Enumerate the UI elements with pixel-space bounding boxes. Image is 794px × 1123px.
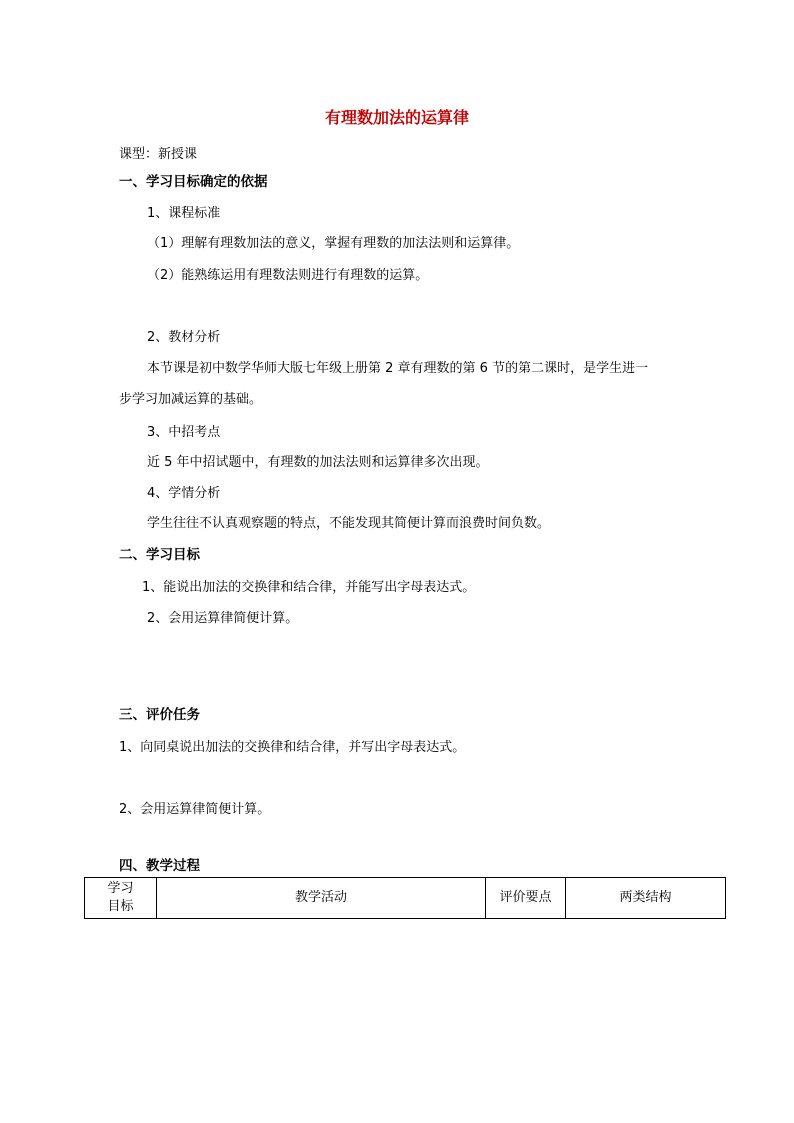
section-1-para-2-line-1: 本节课是初中数学华师大版七年级上册第 2 章有理数的第 6 节的第二课时，是学生进一 [147, 361, 649, 376]
header-evaluation-points: 评价要点 [486, 878, 566, 919]
section-2-heading: 二、学习目标 [119, 547, 200, 563]
section-1-sub-3: 3、中招考点 [147, 425, 221, 440]
section-1-sub-2: 2、教材分析 [147, 330, 221, 345]
section-1-para-3: 近 5 年中招试题中，有理数的加法法则和运算律多次出现。 [147, 455, 489, 470]
section-1-heading: 一、学习目标确定的依据 [119, 174, 268, 190]
section-1-item-2: （2）能熟练运用有理数法则进行有理数的运算。 [147, 268, 429, 283]
section-1-item-1: （1）理解有理数加法的意义，掌握有理数的加法法则和运算律。 [147, 236, 520, 251]
section-1-para-4: 学生往往不认真观察题的特点，不能发现其简便计算而浪费时间负数。 [147, 516, 551, 531]
section-1-para-2-line-2: 步学习加减运算的基础。 [119, 392, 263, 407]
section-2-item-1: 1、能说出加法的交换律和结合律，并能写出字母表达式。 [142, 580, 476, 595]
table-header-row [85, 878, 726, 919]
header-learning-goal [85, 878, 157, 919]
header-two-structures: 两类结构 [566, 878, 726, 919]
header-learning-goal-line-1: 学习 [107, 881, 134, 896]
section-3-item-2: 2、会用运算律简便计算。 [119, 802, 271, 817]
document-title: 有理数加法的运算律 [324, 108, 469, 127]
teaching-process-table [84, 877, 726, 919]
header-learning-goal-line-2: 目标 [107, 899, 134, 914]
section-1-sub-4: 4、学情分析 [147, 486, 221, 501]
section-4-heading: 四、教学过程 [119, 858, 200, 874]
header-teaching-activity: 教学活动 [157, 878, 486, 919]
section-1-sub-1: 1、课程标准 [147, 206, 221, 221]
lesson-type: 课型：新授课 [119, 147, 198, 162]
section-3-item-1: 1、向同桌说出加法的交换律和结合律，并写出字母表达式。 [119, 740, 466, 755]
section-2-item-2: 2、会用运算律简便计算。 [147, 611, 299, 626]
section-3-heading: 三、评价任务 [119, 707, 200, 723]
